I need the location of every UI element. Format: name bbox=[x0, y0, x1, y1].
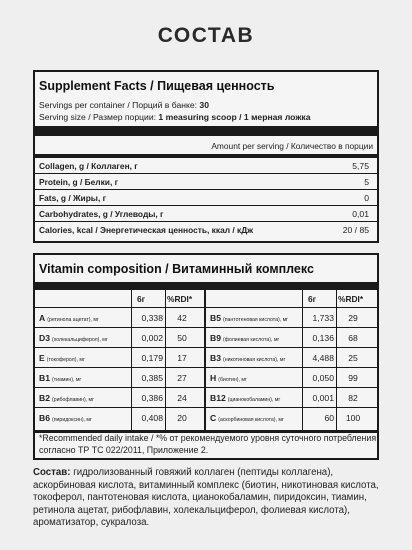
vitamin-rdi: 42 bbox=[177, 313, 187, 323]
supplement-facts-title: Supplement Facts / Пищевая ценность bbox=[39, 79, 275, 93]
vitamin-column-right bbox=[206, 290, 377, 430]
rdi-header: %RDI* bbox=[338, 294, 364, 304]
vitamin-rdi: 99 bbox=[348, 373, 358, 383]
nutrition-row-calories bbox=[35, 222, 377, 238]
vitamin-table-header bbox=[35, 290, 204, 308]
rdi-header: %RDI* bbox=[167, 294, 193, 304]
vitamin-column-left bbox=[35, 290, 206, 430]
vitamin-row bbox=[35, 328, 204, 348]
vitamin-description: (биотин), мг bbox=[218, 377, 247, 383]
nutrition-value: 5 bbox=[364, 177, 369, 187]
rdi-footnote: *Recommended daily intake / *% от рекомендуемого уровня суточного потребления согласно ТР ТС 022/2011, Приложение 2. bbox=[39, 433, 377, 455]
vitamin-row bbox=[206, 368, 377, 388]
vitamin-rdi: 29 bbox=[348, 313, 358, 323]
serving-size-label: Serving size / Размер порции: bbox=[39, 112, 157, 122]
vitamin-description: (ретинола ацетат), мг bbox=[47, 317, 99, 323]
vitamin-description: (тиамин), мг bbox=[52, 377, 82, 383]
unit-header: 6г bbox=[137, 294, 146, 304]
vitamin-table bbox=[35, 290, 377, 430]
divider-bar bbox=[35, 282, 377, 290]
vitamin-rdi: 27 bbox=[177, 373, 187, 383]
supplement-facts-panel bbox=[33, 70, 379, 243]
vitamin-name: A bbox=[39, 313, 46, 323]
nutrition-value: 0 bbox=[364, 193, 369, 203]
vitamin-rdi: 68 bbox=[348, 333, 358, 343]
vitamin-row bbox=[35, 368, 204, 388]
vitamin-description: (пиридоксин), мг bbox=[52, 417, 92, 423]
vitamin-composition-title: Vitamin composition / Витаминный комплекс bbox=[39, 262, 314, 276]
vitamin-description: (рибофлавин), мг bbox=[52, 397, 95, 403]
vitamin-rdi: 24 bbox=[177, 393, 187, 403]
vitamin-amount: 0,179 bbox=[141, 353, 163, 363]
vitamin-name: E bbox=[39, 353, 45, 363]
vitamin-name: B5 bbox=[210, 313, 221, 323]
vitamin-description: (токоферол), мг bbox=[46, 357, 85, 363]
vitamin-description: (никотиновая кислота), мг bbox=[223, 357, 286, 363]
vitamin-description: (аскорбиновая кислота), мг bbox=[218, 417, 284, 423]
servings-label: Servings per container / Порций в банке: bbox=[39, 100, 198, 110]
nutrition-value: 0,01 bbox=[352, 209, 369, 219]
divider-bar bbox=[35, 126, 377, 136]
vitamin-description: (цианокобаламин), мг bbox=[227, 397, 281, 403]
vitamin-row bbox=[206, 308, 377, 328]
vitamin-row bbox=[35, 408, 204, 428]
nutrition-row-collagen bbox=[35, 158, 377, 174]
vitamin-row bbox=[206, 388, 377, 408]
amount-per-serving-header: Amount per serving / Количество в порции bbox=[211, 141, 373, 151]
nutrition-label: Calories, kcal / Энергетическая ценность, ккал / кДж bbox=[39, 225, 254, 235]
nutrition-row-protein bbox=[35, 174, 377, 190]
vitamin-amount: 0,338 bbox=[141, 313, 163, 323]
vitamin-name: H bbox=[210, 373, 217, 383]
servings-value: 30 bbox=[199, 100, 209, 110]
vitamin-amount: 0,385 bbox=[141, 373, 163, 383]
composition-ingredients: гидролизованный говяжий коллаген (пептиды коллагена), аскорбиновая кислота, витаминный комплекс (биотин, никотиновая кислота, токоферол, пантотеновая кислота, цианокобаламин, пиридоксин, тиамин, ретинола ацетат, рибофлавин, холекальциферол, фолиевая кислота), ароматизатор, сукралоза. bbox=[33, 467, 379, 529]
composition-text bbox=[33, 467, 383, 530]
servings-per-container bbox=[39, 100, 209, 110]
vitamin-amount: 1,733 bbox=[312, 313, 334, 323]
vitamin-row bbox=[35, 388, 204, 408]
vitamin-description: (холекальциферол), мг bbox=[52, 337, 108, 343]
nutrition-value: 20 / 85 bbox=[342, 225, 369, 235]
vitamin-name: C bbox=[210, 413, 217, 423]
vitamin-table-header bbox=[206, 290, 377, 308]
serving-size-value: 1 measuring scoop / 1 мерная ложка bbox=[158, 112, 311, 122]
vitamin-rdi: 20 bbox=[177, 413, 187, 423]
vitamin-name: B9 bbox=[210, 333, 221, 343]
vitamin-description: (пантотеновая кислота), мг bbox=[223, 317, 289, 323]
vitamin-amount: 60 bbox=[324, 413, 334, 423]
nutrition-label: Carbohydrates, g / Углеводы, г bbox=[39, 209, 164, 219]
vitamin-rdi: 25 bbox=[348, 353, 358, 363]
page-title: СОСТАВ bbox=[157, 24, 255, 47]
nutrition-label: Fats, g / Жиры, г bbox=[39, 193, 107, 203]
vitamin-description: (фолиевая кислота), мг bbox=[223, 337, 280, 343]
nutrition-label: Protein, g / Белки, г bbox=[39, 177, 119, 187]
vitamin-row bbox=[206, 328, 377, 348]
composition-label: Состав: bbox=[33, 467, 71, 478]
vitamin-row bbox=[206, 348, 377, 368]
unit-header: 6г bbox=[308, 294, 317, 304]
vitamin-rdi: 82 bbox=[348, 393, 358, 403]
vitamin-amount: 0,001 bbox=[312, 393, 334, 403]
vitamin-rdi: 100 bbox=[345, 413, 361, 423]
nutrition-value: 5,75 bbox=[352, 161, 369, 171]
nutrition-row-fats bbox=[35, 190, 377, 206]
vitamin-name: B1 bbox=[39, 373, 50, 383]
vitamin-rdi: 17 bbox=[177, 353, 187, 363]
serving-size bbox=[39, 112, 311, 122]
vitamin-name: B3 bbox=[210, 353, 221, 363]
nutrition-label: Collagen, g / Коллаген, г bbox=[39, 161, 138, 171]
vitamin-row bbox=[206, 408, 377, 428]
vitamin-rdi: 50 bbox=[177, 333, 187, 343]
vitamin-composition-panel bbox=[33, 253, 379, 460]
vitamin-row bbox=[35, 348, 204, 368]
vitamin-amount: 0,136 bbox=[312, 333, 334, 343]
nutrition-row-carbohydrates bbox=[35, 206, 377, 222]
vitamin-row bbox=[35, 308, 204, 328]
vitamin-amount: 0,050 bbox=[312, 373, 334, 383]
vitamin-amount: 4,488 bbox=[312, 353, 334, 363]
vitamin-name: B2 bbox=[39, 393, 50, 403]
vitamin-amount: 0,002 bbox=[141, 333, 163, 343]
vitamin-amount: 0,386 bbox=[141, 393, 163, 403]
vitamin-name: B12 bbox=[210, 393, 226, 403]
vitamin-name: D3 bbox=[39, 333, 50, 343]
vitamin-amount: 0,408 bbox=[141, 413, 163, 423]
vitamin-name: B6 bbox=[39, 413, 50, 423]
